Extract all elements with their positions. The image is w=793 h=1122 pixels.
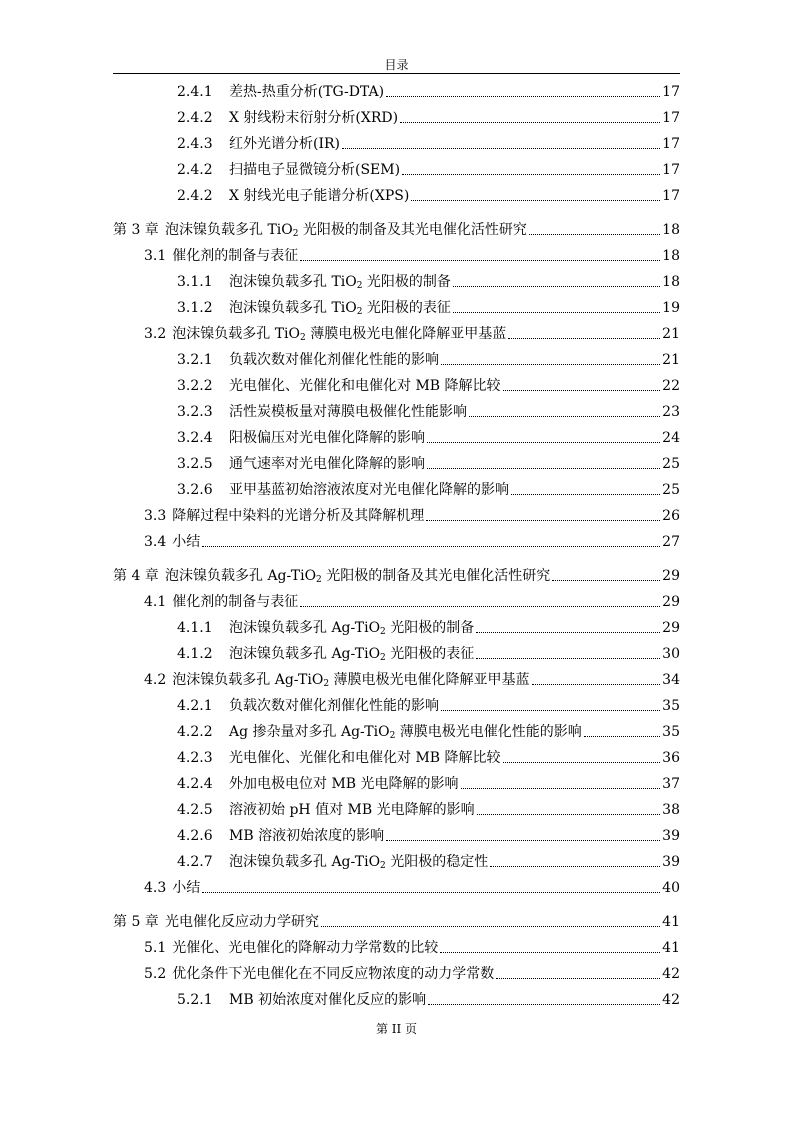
toc-entry-title: 红外光谱分析(IR) [229, 136, 340, 152]
title-part: 泡沫镍负载多孔 Ag-TiO [229, 620, 381, 636]
toc-entry-page: 41 [662, 940, 680, 956]
subscript: 2 [380, 861, 386, 871]
toc-entry-page: 30 [662, 646, 680, 662]
toc-entry-number: 3.1.2 [177, 300, 213, 316]
dot-leader [427, 442, 660, 443]
toc-entry[interactable] [113, 910, 680, 930]
toc-entry-page: 29 [662, 568, 680, 584]
toc-entry-number: 4.2.6 [177, 828, 213, 844]
dot-leader [508, 338, 660, 339]
toc-entry-page: 40 [662, 880, 680, 896]
dot-leader [584, 736, 660, 737]
toc-entry-number: 4.2.2 [177, 724, 213, 740]
toc-entry-page: 37 [662, 776, 680, 792]
toc-entry-number: 3.1 [144, 248, 167, 264]
toc-entry-number: 4.1.1 [177, 620, 213, 636]
title-part: 泡沫镍负载多孔 Ag-TiO [172, 672, 324, 688]
toc-entry[interactable] [113, 296, 680, 316]
toc-entry[interactable] [113, 720, 680, 740]
toc-entry[interactable] [113, 962, 680, 982]
toc-entry-page: 18 [662, 222, 680, 238]
toc-entry-number: 5.2 [144, 966, 167, 982]
toc-entry-title: X 射线光电子能谱分析(XPS) [229, 188, 410, 204]
header-rule [113, 73, 680, 74]
toc-entry-title: 光电催化反应动力学研究 [165, 914, 319, 930]
dot-leader [202, 546, 660, 547]
toc-entry-title [229, 724, 582, 740]
toc-entry-page: 18 [662, 274, 680, 290]
dot-leader [426, 520, 660, 521]
toc-entry-page: 34 [662, 672, 680, 688]
title-part: Ag 掺杂量对多孔 Ag-TiO [229, 724, 390, 740]
dot-leader [490, 866, 660, 867]
toc-entry[interactable] [113, 798, 680, 818]
toc-entry[interactable] [113, 322, 680, 342]
toc-entry-number: 第 4 章 [113, 568, 159, 584]
toc-entry-page: 38 [662, 802, 680, 818]
title-part: 泡沫镍负载多孔 TiO [172, 326, 301, 342]
toc-entry-page: 26 [662, 508, 680, 524]
toc-entry-page: 41 [662, 914, 680, 930]
dot-leader [427, 468, 660, 469]
toc-entry[interactable] [113, 348, 680, 368]
page-number-footer: 第 II 页 [375, 1022, 418, 1036]
toc-entry-page: 24 [662, 430, 680, 446]
toc-entry[interactable] [113, 184, 680, 204]
dot-leader [400, 122, 660, 123]
title-part: 泡沫镍负载多孔 TiO [229, 300, 357, 316]
title-part: 泡沫镍负载多孔 Ag-TiO [165, 568, 317, 584]
title-part: 光阳极的制备 [362, 274, 451, 290]
running-header: 目录 [384, 58, 409, 72]
subscript: 2 [300, 333, 306, 343]
dot-leader [453, 286, 660, 287]
toc-entry-title: 阳极偏压对光电催化降解的影响 [229, 430, 425, 446]
dot-leader [440, 952, 660, 953]
toc-entry-page: 17 [662, 136, 680, 152]
subscript: 2 [292, 229, 299, 239]
dot-leader [503, 390, 661, 391]
toc-entry-title: MB 溶液初始浓度的影响 [229, 828, 385, 844]
toc-entry-number: 5.2.1 [177, 992, 213, 1008]
title-part: 泡沫镍负载多孔 TiO [165, 222, 293, 238]
dot-leader [511, 494, 660, 495]
toc-entry-number: 3.1.1 [177, 274, 213, 290]
toc-entry-number: 4.2.1 [177, 698, 213, 714]
toc-entry[interactable] [113, 616, 680, 636]
toc-entry-title: 扫描电子显微镜分析(SEM) [229, 162, 401, 178]
title-part: 泡沫镍负载多孔 Ag-TiO [229, 854, 381, 870]
toc-entry-number: 2.4.3 [177, 136, 213, 152]
subscript: 2 [389, 731, 396, 741]
dot-leader [461, 788, 661, 789]
toc-entry[interactable] [113, 374, 680, 394]
toc-entry-title: MB 初始浓度对催化反应的影响 [229, 992, 427, 1008]
toc-entry-title: 负载次数对催化剂催化性能的影响 [229, 352, 439, 368]
dot-leader [386, 96, 660, 97]
toc-entry-number: 4.2.4 [177, 776, 213, 792]
toc-entry-page: 21 [662, 352, 680, 368]
toc-entry-page: 29 [662, 620, 680, 636]
toc-entry-title [172, 672, 529, 688]
toc-entry-number: 4.2.7 [177, 854, 213, 870]
toc-entry-title: 活性炭模板量对薄膜电极催化性能影响 [229, 404, 467, 420]
toc-entry-title: 降解过程中染料的光谱分析及其降解机理 [172, 508, 425, 524]
toc-entry-title: 负载次数对催化剂催化性能的影响 [229, 698, 439, 714]
subscript: 2 [380, 653, 386, 663]
toc-entry[interactable] [113, 876, 680, 896]
dot-leader [453, 312, 660, 313]
toc-entry[interactable] [113, 936, 680, 956]
toc-entry-page: 39 [662, 854, 680, 870]
dot-leader [441, 710, 660, 711]
title-part: 泡沫镍负载多孔 Ag-TiO [229, 646, 381, 662]
toc-entry-number: 3.2.5 [177, 456, 213, 472]
toc-entry-number: 4.1.2 [177, 646, 213, 662]
dot-leader [532, 684, 661, 685]
toc-entry-page: 39 [662, 828, 680, 844]
toc-entry-number: 3.3 [144, 508, 167, 524]
toc-entry-number: 4.3 [144, 880, 167, 896]
subscript: 2 [356, 281, 363, 291]
toc-entry[interactable] [113, 426, 680, 446]
dot-leader [411, 200, 660, 201]
toc-entry-page: 22 [662, 378, 680, 394]
toc-entry-number: 3.2.6 [177, 482, 213, 498]
title-part: 泡沫镍负载多孔 TiO [229, 274, 357, 290]
toc-entry[interactable] [113, 772, 680, 792]
toc-entry-page: 19 [662, 300, 680, 316]
toc-entry-number: 2.4.2 [177, 188, 213, 204]
dot-leader [476, 658, 660, 659]
toc-entry[interactable] [113, 244, 680, 264]
toc-entry[interactable] [113, 400, 680, 420]
dot-leader [386, 840, 660, 841]
toc-entry-number: 5.1 [144, 940, 167, 956]
toc-entry[interactable] [113, 746, 680, 766]
toc-entry[interactable] [113, 668, 680, 688]
toc-entry-number: 2.4.1 [177, 84, 213, 100]
toc-entry-page: 42 [662, 992, 680, 1008]
toc-entry-number: 3.2.2 [177, 378, 213, 394]
toc-entry[interactable] [113, 988, 680, 1008]
toc-entry-number: 2.4.2 [177, 162, 213, 178]
toc-entry-number: 3.4 [144, 534, 167, 550]
toc-entry[interactable] [113, 478, 680, 498]
toc-entry-title: 亚甲基蓝初始溶液浓度对光电催化降解的影响 [229, 482, 509, 498]
dot-leader [469, 416, 660, 417]
toc-entry[interactable] [113, 158, 680, 178]
toc-entry-title: 优化条件下光电催化在不同反应物浓度的动力学常数 [172, 966, 495, 982]
dot-leader [496, 978, 660, 979]
toc-entry[interactable] [113, 564, 680, 584]
toc-entry[interactable] [113, 132, 680, 152]
dot-leader [300, 606, 660, 607]
toc-entry-title: 光电催化、光催化和电催化对 MB 降解比较 [229, 750, 501, 766]
toc-entry-title [229, 646, 474, 662]
dot-leader [342, 148, 660, 149]
subscript: 2 [316, 575, 322, 585]
toc-entry-title: 光电催化、光催化和电催化对 MB 降解比较 [229, 378, 501, 394]
toc-entry-page: 36 [662, 750, 680, 766]
toc-entry[interactable] [113, 270, 680, 290]
toc-entry[interactable] [113, 218, 680, 238]
dot-leader [428, 1004, 660, 1005]
toc-entry-title [165, 222, 527, 238]
toc-entry-title: 小结 [172, 534, 201, 550]
toc-entry-title: 通气速率对光电催化降解的影响 [229, 456, 425, 472]
toc-entry-number: 4.1 [144, 594, 167, 610]
toc-entry-page: 17 [662, 162, 680, 178]
toc-entry-title: 差热-热重分析(TG-DTA) [229, 84, 385, 100]
toc-entry-title: 光催化、光电催化的降解动力学常数的比较 [172, 940, 439, 956]
toc-entry-number: 3.2 [144, 326, 167, 342]
toc-entry-title: 外加电极电位对 MB 光电降解的影响 [229, 776, 459, 792]
toc-entry[interactable] [113, 824, 680, 844]
toc-entry-title [229, 620, 474, 636]
dot-leader [441, 364, 660, 365]
title-part: 薄膜电极光电催化降解亚甲基蓝 [305, 326, 507, 342]
toc-entry-number: 3.2.1 [177, 352, 213, 368]
toc-entry-number: 3.2.4 [177, 430, 213, 446]
toc-entry-title [172, 326, 506, 342]
toc-entry-number: 2.4.2 [177, 110, 213, 126]
dot-leader [476, 632, 660, 633]
toc-entry-page: 27 [662, 534, 680, 550]
dot-leader [503, 762, 661, 763]
subscript: 2 [380, 627, 386, 637]
toc-entry[interactable] [113, 504, 680, 524]
toc-entry-title: 溶液初始 pH 值对 MB 光电降解的影响 [229, 802, 475, 818]
toc-entry-number: 4.2.3 [177, 750, 213, 766]
toc-entry-page: 17 [662, 110, 680, 126]
title-part: 薄膜电极光电催化降解亚甲基蓝 [329, 672, 530, 688]
toc-entry-page: 35 [662, 698, 680, 714]
toc-entry-number: 3.2.3 [177, 404, 213, 420]
title-part: 光阳极的制备 [385, 620, 475, 636]
toc-entry-number: 第 5 章 [113, 914, 159, 930]
toc-entry[interactable] [113, 80, 680, 100]
dot-leader [552, 580, 660, 581]
toc-entry-page: 42 [662, 966, 680, 982]
toc-entry-page: 18 [662, 248, 680, 264]
subscript: 2 [356, 307, 363, 317]
title-part: 薄膜电极光电催化性能的影响 [395, 724, 582, 740]
toc-entry[interactable] [113, 530, 680, 550]
toc-entry-title [229, 274, 451, 290]
dot-leader [321, 926, 660, 927]
toc-entry-page: 29 [662, 594, 680, 610]
toc-entry-page: 17 [662, 84, 680, 100]
toc-entry-title [165, 568, 550, 584]
title-part: 光阳极的表征 [385, 646, 475, 662]
title-part: 光阳极的制备及其光电催化活性研究 [298, 222, 527, 238]
dot-leader [202, 892, 660, 893]
dot-leader [300, 260, 660, 261]
toc-entry-title [229, 300, 451, 316]
toc-entry[interactable] [113, 106, 680, 126]
toc-entry-title: 催化剂的制备与表征 [172, 248, 299, 264]
toc-entry-page: 25 [662, 482, 680, 498]
toc-entry-number: 4.2 [144, 672, 167, 688]
toc-entry-title: 小结 [172, 880, 201, 896]
title-part: 光阳极的制备及其光电催化活性研究 [321, 568, 551, 584]
toc-entry[interactable] [113, 850, 680, 870]
dot-leader [529, 234, 660, 235]
toc-entry-title: X 射线粉末衍射分析(XRD) [229, 110, 399, 126]
toc-entry-number: 第 3 章 [113, 222, 159, 238]
toc-entry-page: 25 [662, 456, 680, 472]
dot-leader [402, 174, 660, 175]
toc-entry-page: 17 [662, 188, 680, 204]
toc-entry-page: 23 [662, 404, 680, 420]
toc-entry[interactable] [113, 452, 680, 472]
title-part: 光阳极的稳定性 [385, 854, 489, 870]
toc-entry-title [229, 854, 488, 870]
toc-entry-number: 4.2.5 [177, 802, 213, 818]
toc-entry[interactable] [113, 590, 680, 610]
toc-entry-page: 21 [662, 326, 680, 342]
toc-entry-title: 催化剂的制备与表征 [172, 594, 299, 610]
dot-leader [477, 814, 661, 815]
title-part: 光阳极的表征 [362, 300, 451, 316]
subscript: 2 [323, 679, 330, 689]
toc-entry-page: 35 [662, 724, 680, 740]
toc-entry[interactable] [113, 642, 680, 662]
toc-entry[interactable] [113, 694, 680, 714]
